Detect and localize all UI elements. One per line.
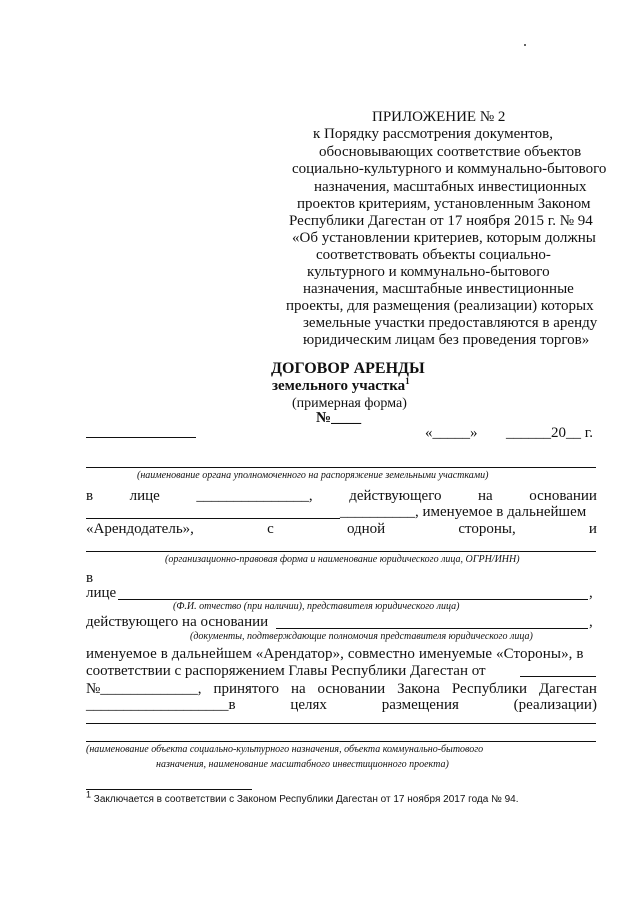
word: и (588, 521, 597, 537)
word: Дагестан (538, 681, 597, 697)
appendix-line: проектов критериям, установленным Законом (297, 196, 591, 212)
word: лице (129, 488, 160, 504)
date-year: ______20__ г. (506, 425, 593, 441)
word: на (478, 488, 493, 504)
appendix-line: соответствовать объекты социально- (316, 247, 551, 263)
word: Республики (451, 681, 528, 697)
appendix-line: социально-культурного и коммунально-бытового (292, 161, 607, 177)
word: в (86, 488, 94, 504)
organ-line (86, 467, 596, 468)
fio-line (118, 599, 588, 600)
appendix-line: юридическим лицам без проведения торгов» (303, 332, 590, 348)
word: с (267, 521, 274, 537)
appendix-line: «Об установлении критериев, которым должны (292, 230, 596, 246)
fio-caption: (Ф.И. отчество (при наличии), представителя юридического лица) (173, 601, 460, 612)
word: Закона (397, 681, 440, 697)
legal-form-caption: (организационно-правовая форма и наименование юридического лица, ОГРН/ИНН) (165, 554, 520, 565)
object-caption-2: назначения, наименование масштабного инвестиционного проекта) (156, 759, 449, 770)
word: одной (346, 521, 386, 537)
word: размещения (381, 697, 459, 713)
appendix-line: Республики Дагестан от 17 ноября 2015 г. № 94 (289, 213, 593, 229)
body-row-imenuemoe: __________, именуемое в дальнейшем (340, 504, 587, 520)
basis-line (86, 518, 340, 519)
documents-line (276, 628, 588, 629)
appendix-line: культурного и коммунально-бытового (307, 264, 550, 280)
body-deistv: действующего на основании (86, 614, 269, 630)
organ-caption: (наименование органа уполномоченного на распоряжение земельными участками) (137, 470, 489, 481)
appendix-line: к Порядку рассмотрения документов, (313, 126, 553, 142)
footnote-mark: 1 (86, 789, 92, 800)
word: _______________, (196, 488, 313, 504)
contract-subtitle (272, 378, 410, 395)
word: основании (317, 681, 386, 697)
contract-subtitle-text: земельного участка (272, 378, 406, 394)
body-arendator: именуемое в дальнейшем «Арендатор», совместно именуемые «Стороны», в (86, 646, 584, 662)
footnote-ref: 1 (405, 376, 410, 386)
appendix-line: назначения, масштабных инвестиционных (314, 179, 587, 195)
object-line-2 (86, 741, 596, 742)
footnote (86, 789, 519, 805)
appendix-line: обосновывающих соответствие объектов (319, 144, 582, 160)
word: (реализации) (513, 697, 597, 713)
footnote-separator (86, 789, 252, 790)
body-lico-comma: , (589, 585, 593, 601)
appendix-line: земельные участки предоставляются в аренду (303, 315, 598, 331)
body-row-arendodatel (86, 520, 597, 538)
legal-form-line (86, 551, 596, 552)
date-day: «_____» (425, 425, 478, 441)
scan-speck (524, 44, 526, 46)
object-caption-1: (наименование объекта социально-культурного назначения, объекта коммунально-бытового (86, 744, 484, 755)
word: действующего (349, 488, 442, 504)
footnote-text: Заключается в соответствии с Законом Республики Дагестан от 17 ноября 2017 года № 94. (93, 794, 519, 805)
order-date-line (520, 676, 596, 677)
object-line-1 (86, 723, 596, 724)
word: №_____________, (86, 681, 202, 697)
appendix-line: назначения, масштабные инвестиционные (303, 281, 574, 297)
documents-caption: (документы, подтверждающие полномочия представителя юридического лица) (190, 631, 533, 642)
form-note: (примерная форма) (292, 396, 407, 411)
word: «Арендодатель», (86, 521, 194, 537)
contract-number: №____ (316, 410, 362, 426)
body-v: в (86, 570, 94, 586)
contract-title: ДОГОВОР АРЕНДЫ (271, 360, 425, 377)
word: принятого (213, 681, 280, 697)
appendix-title: ПРИЛОЖЕНИЕ № 2 (372, 109, 506, 125)
body-lico: лице (86, 585, 117, 601)
place-line (86, 437, 196, 438)
word: стороны, (458, 521, 516, 537)
word: целях (290, 697, 327, 713)
appendix-line: проекты, для размещения (реализации) которых (286, 298, 594, 314)
body-deistv-comma: , (589, 614, 593, 630)
body-row-celyah (86, 696, 597, 714)
word: ___________________в (86, 697, 236, 713)
word: на (290, 681, 306, 697)
body-sootv: соответствии с распоряжением Главы Республики Дагестан от (86, 663, 486, 679)
word: основании (529, 488, 597, 504)
